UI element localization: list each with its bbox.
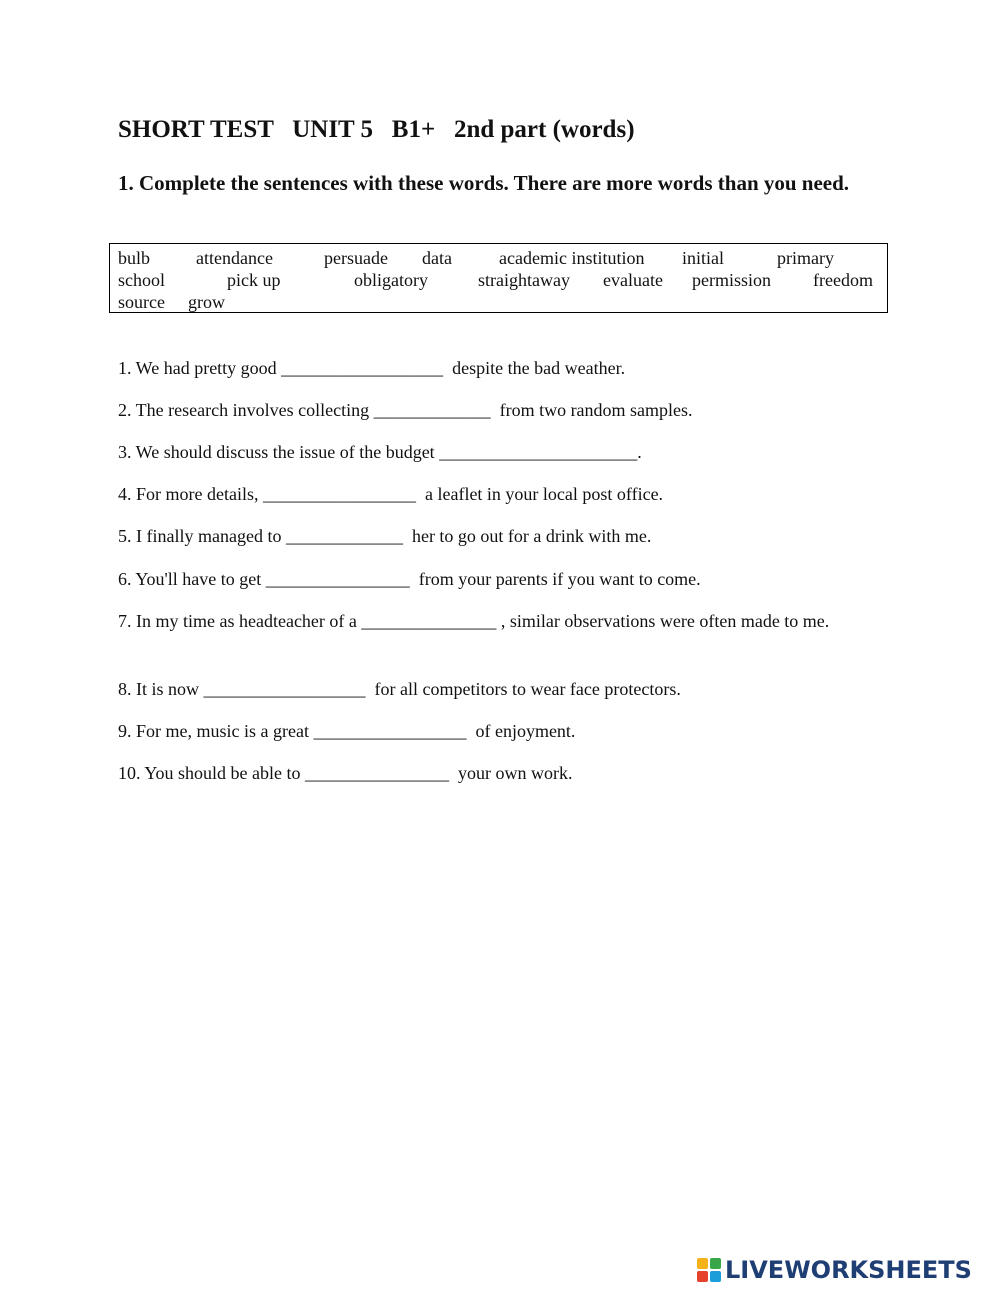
sentence-10: 10. You should be able to ________________ your own work.	[118, 763, 573, 783]
word-permission: permission	[692, 270, 771, 290]
sentence-3: 3. We should discuss the issue of the budget ______________________.	[118, 442, 642, 462]
word-grow: grow	[188, 292, 225, 312]
word-freedom: freedom	[813, 270, 873, 290]
word-pick-up: pick up	[227, 270, 281, 290]
liveworksheets-logo	[697, 1255, 972, 1285]
word-evaluate: evaluate	[603, 270, 663, 290]
sentence-7: 7. In my time as headteacher of a _______________ , similar observations were often made to me.	[118, 611, 830, 631]
word-data: data	[422, 248, 452, 268]
page-title: SHORT TEST UNIT 5 B1+ 2nd part (words)	[118, 116, 635, 143]
word-attendance: attendance	[196, 248, 273, 268]
word-initial: initial	[682, 248, 724, 268]
sentence-8: 8. It is now __________________ for all competitors to wear face protectors.	[118, 679, 681, 699]
word-straightaway: straightaway	[478, 270, 570, 290]
logo-text: LIVEWORKSHEETS	[725, 1256, 972, 1284]
exercise-instruction: 1. Complete the sentences with these words. There are more words than you need.	[118, 171, 850, 195]
sentence-2: 2. The research involves collecting _____________ from two random samples.	[118, 400, 693, 420]
logo-blocks-icon	[697, 1258, 721, 1282]
sentence-4: 4. For more details, _________________ a leaflet in your local post office.	[118, 484, 664, 504]
word-academic-institution: academic institution	[499, 248, 645, 268]
sentence-9: 9. For me, music is a great _________________ of enjoyment.	[118, 721, 576, 741]
word-bank	[109, 243, 888, 313]
word-persuade: persuade	[324, 248, 388, 268]
word-primary: primary	[777, 248, 834, 268]
word-source: source	[118, 292, 165, 312]
sentence-6: 6. You'll have to get ________________ from your parents if you want to come.	[118, 569, 701, 589]
word-bulb: bulb	[118, 248, 151, 268]
word-school: school	[118, 270, 165, 290]
sentence-1: 1. We had pretty good __________________ despite the bad weather.	[118, 358, 626, 378]
word-obligatory: obligatory	[354, 270, 428, 290]
sentence-5: 5. I finally managed to _____________ her to go out for a drink with me.	[118, 526, 652, 546]
